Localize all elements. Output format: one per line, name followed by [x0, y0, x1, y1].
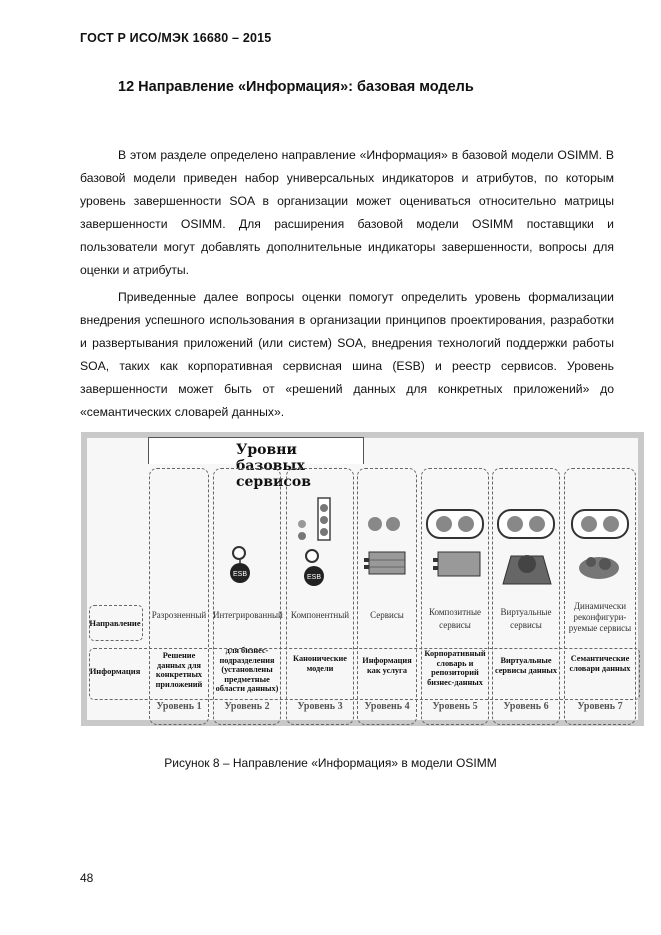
document-header: ГОСТ Р ИСО/МЭК 16680 – 2015 — [80, 31, 272, 45]
esb-label-3: ESB — [306, 574, 322, 581]
level-4-name: Сервисы — [370, 610, 404, 620]
level-4-label: Уровень 4 — [364, 701, 410, 712]
level-3-info: Канонические модели — [293, 654, 347, 673]
section-title: 12 Направление «Информация»: базовая модель — [118, 79, 474, 95]
esb-bus-icon — [225, 546, 259, 590]
level-5-label: Уровень 5 — [432, 701, 478, 712]
figure-caption: Рисунок 8 – Направление «Информация» в модели OSIMM — [164, 756, 497, 770]
dynamic-services-icon — [569, 504, 631, 584]
level-1-label: Уровень 1 — [156, 701, 202, 712]
row-label-information: Информация — [89, 666, 141, 676]
level-column-4 — [357, 468, 417, 725]
osimm-information-figure — [81, 432, 644, 726]
paragraph-1: В этом разделе определено направление «Информация» в базовой модели OSIMM. В базовой модели приведен набор универсальных индикаторов и атрибутов, по которым уровень завершенности SOA в организации может оцениваться относительно матрицы завершенности OSIMM. Для расширения базовой модели OSIMM поставщики и пользователи могут добавлять дополнительные индикаторы завершенности, вопросы для оценки и атрибуты. — [80, 148, 614, 277]
level-2-info: для бизнес-подразделения (установлены предметные области данных) — [215, 646, 279, 693]
level-2-label: Уровень 2 — [224, 701, 270, 712]
figure-title: Уровни базовых сервисов — [236, 442, 311, 490]
figure-title-tab — [148, 437, 364, 490]
level-3-name: Компонентный — [290, 610, 350, 620]
figure-canvas — [87, 438, 638, 720]
level-5-info: Корпоративный словарь и репозиторий бизнес-данных — [424, 649, 486, 687]
level-5-name: Композитные сервисы — [428, 607, 482, 630]
composite-services-icon — [424, 504, 486, 584]
level-3-label: Уровень 3 — [297, 701, 343, 712]
level-2-name: Интегрированный — [213, 610, 283, 620]
level-7-info: Семантические словари данных — [569, 654, 631, 673]
component-icon — [292, 496, 347, 596]
level-1-info: Решение данных для конкретных приложений — [155, 651, 203, 689]
level-7-name: Динамически реконфигури-руемые сервисы — [568, 601, 632, 633]
virtual-services-icon — [495, 504, 557, 589]
level-6-label: Уровень 6 — [503, 701, 549, 712]
services-icon — [363, 510, 413, 580]
row-label-direction: Направление — [89, 618, 141, 628]
level-7-label: Уровень 7 — [577, 701, 623, 712]
paragraph-2: Приведенные далее вопросы оценки помогут определить уровень формализации внедрения успешного использования в организации принципов проектирования, разработки и развертывания приложений (или систем) SOA, внедрения технологий поддержки работы SOA, таких как корпоративная сервисная шина (ESB) и реестр сервисов. Уровень завершенности может быть от «решений данных для конкретных приложений» до «семантических словарей данных». — [80, 290, 614, 419]
level-6-info: Виртуальные сервисы данных — [494, 656, 558, 675]
page-number: 48 — [80, 871, 94, 885]
esb-label-2: ESB — [232, 571, 248, 578]
level-4-info: Информация как услуга — [362, 656, 412, 675]
level-6-name: Виртуальные сервисы — [500, 607, 552, 630]
level-1-name: Разрозненный — [151, 610, 207, 620]
